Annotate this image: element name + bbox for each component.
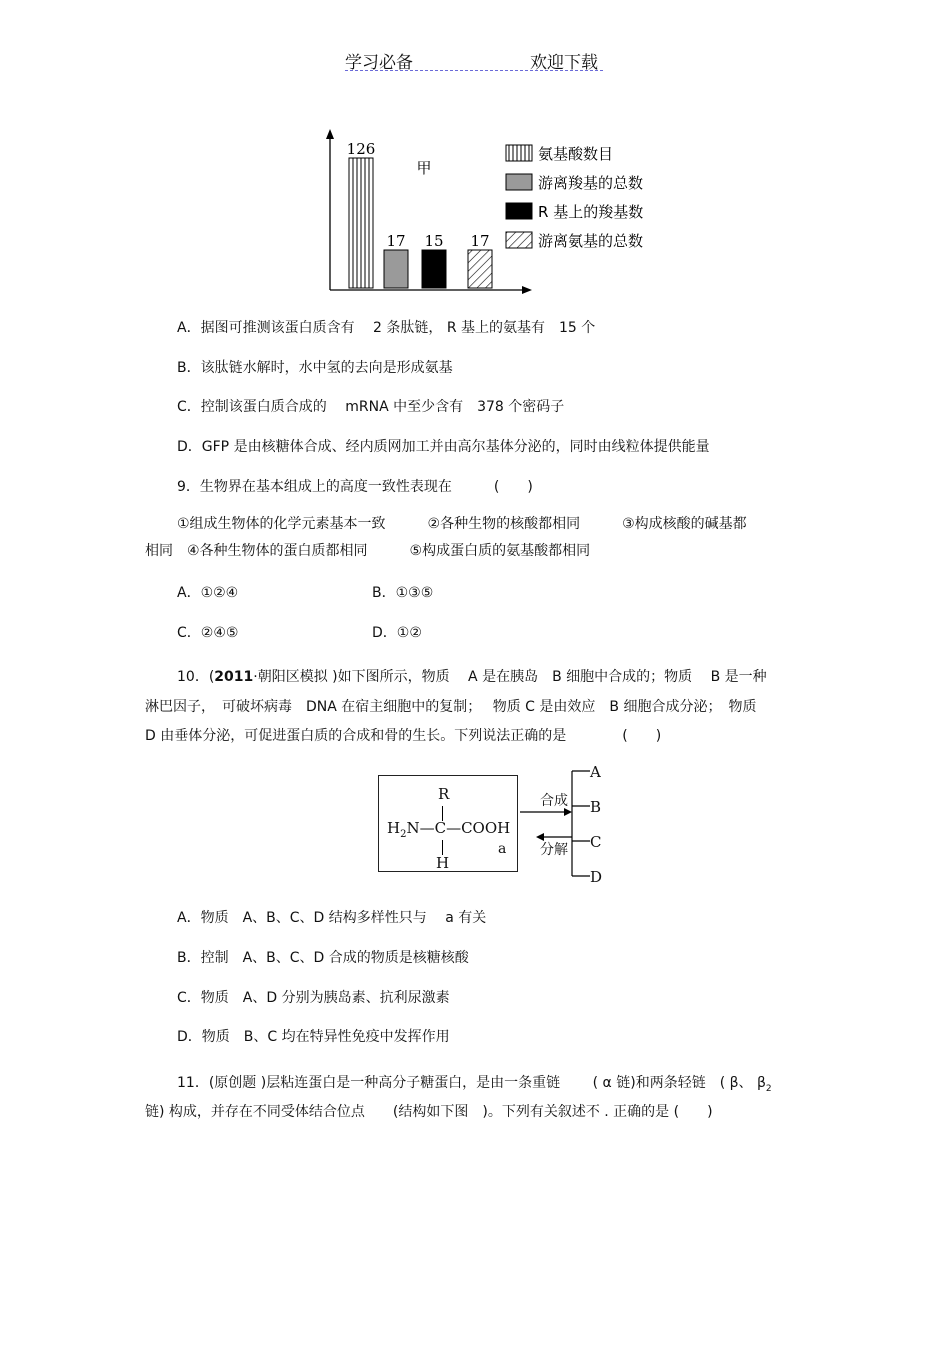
legend-swatch-1: [506, 174, 532, 190]
q10-line1-rest: ·朝阳区模拟 )如下图所示，物质 A 是在胰岛 B 细胞中合成的；物质 B 是一种: [253, 669, 767, 685]
bar-label-2: 15: [424, 232, 444, 250]
legend-label-2: R 基上的羧基数: [538, 203, 644, 221]
q8-option-b: B．该肽链水解时，水中氢的去向是形成氨基: [177, 360, 453, 376]
amino-acid-formula: $H_2N—C—COOH$: [387, 819, 511, 840]
product-c: C: [590, 833, 602, 851]
chart-title: 甲: [416, 159, 432, 177]
q9-option-d: D．①②: [372, 625, 422, 641]
header-left: 学习必备: [345, 53, 413, 73]
bar-label-3: 17: [470, 232, 490, 250]
formula-a-label: a: [498, 841, 507, 857]
q11-line2: 链) 构成，并存在不同受体结合位点 (结构如下图 )。下列有关叙述不 . 正确的是 ( ): [145, 1104, 713, 1120]
q8-option-d: D．GFP 是由核糖体合成、经内质网加工并由高尔基体分泌的，同时由线粒体提供能量: [177, 439, 710, 455]
q10-option-b: B．控制 A、B、C、D 合成的物质是核糖核酸: [177, 950, 469, 966]
header-divider: [345, 70, 603, 71]
formula-h: H: [436, 854, 450, 872]
product-a: A: [590, 763, 601, 781]
q9-option-c: C．②④⑤: [177, 625, 239, 641]
q9-line1: ①组成生物体的化学元素基本一致 ②各种生物的核酸都相同 ③构成核酸的碱基都: [177, 516, 747, 532]
header-right: 欢迎下载: [530, 53, 598, 73]
decomp-label: 分解: [540, 842, 568, 858]
q10-line1: [177, 667, 767, 687]
y-axis-arrow: [326, 129, 334, 139]
legend-swatch-0: [506, 145, 532, 161]
legend-swatch-3: [506, 232, 532, 248]
q9-option-b: B．①③⑤: [372, 585, 434, 601]
q9-stem: 9．生物界在基本组成上的高度一致性表现在 ( ): [177, 479, 533, 495]
bar-label-0: 126: [346, 140, 376, 158]
legend-label-0: 氨基酸数目: [538, 145, 614, 163]
q10-option-d: D．物质 B、C 均在特异性免疫中发挥作用: [177, 1029, 450, 1045]
bar-1: [384, 250, 408, 288]
bar-label-1: 17: [386, 232, 406, 250]
bar-3: [468, 250, 492, 288]
q10-number: 10．(: [177, 669, 215, 685]
bar-0: [349, 158, 373, 288]
q9-line2: 相同 ④各种生物体的蛋白质都相同 ⑤构成蛋白质的氨基酸都相同: [145, 543, 591, 559]
x-axis-arrow: [522, 286, 532, 294]
q10-line2: 淋巴因子， 可破坏病毒 DNA 在宿主细胞中的复制； 物质 C 是由效应 B 细胞合成分泌； 物质: [145, 699, 757, 715]
legend-label-3: 游离氨基的总数: [538, 232, 644, 250]
product-b: B: [590, 798, 602, 816]
bar-chart: [300, 125, 700, 300]
legend-swatch-2: [506, 203, 532, 219]
q11-line1: 11．(原创题 )层粘连蛋白是一种高分子糖蛋白，是由一条重链 ( α 链)和两条轻链 ( β、 $\beta_2$: [177, 1075, 772, 1094]
q9-option-a: A．①②④: [177, 585, 239, 601]
synth-label: 合成: [540, 793, 568, 809]
product-d: D: [590, 868, 603, 886]
q10-option-a: A．物质 A、B、C、D 结构多样性只与 a 有关: [177, 910, 487, 926]
bar-2: [422, 250, 446, 288]
legend-label-1: 游离羧基的总数: [538, 174, 644, 192]
q10-option-c: C．物质 A、D 分别为胰岛素、抗利尿激素: [177, 990, 450, 1006]
formula-r: R: [438, 785, 450, 803]
q8-option-a: A．据图可推测该蛋白质含有 2 条肽链， R 基上的氨基有 15 个: [177, 320, 596, 336]
q8-option-c: C．控制该蛋白质合成的 mRNA 中至少含有 378 个密码子: [177, 399, 565, 415]
q10-line3: D 由垂体分泌，可促进蛋白质的合成和骨的生长。下列说法正确的是 ( ): [145, 728, 662, 744]
q10-year: 2011: [214, 669, 254, 685]
bond-bottom: [442, 840, 443, 855]
